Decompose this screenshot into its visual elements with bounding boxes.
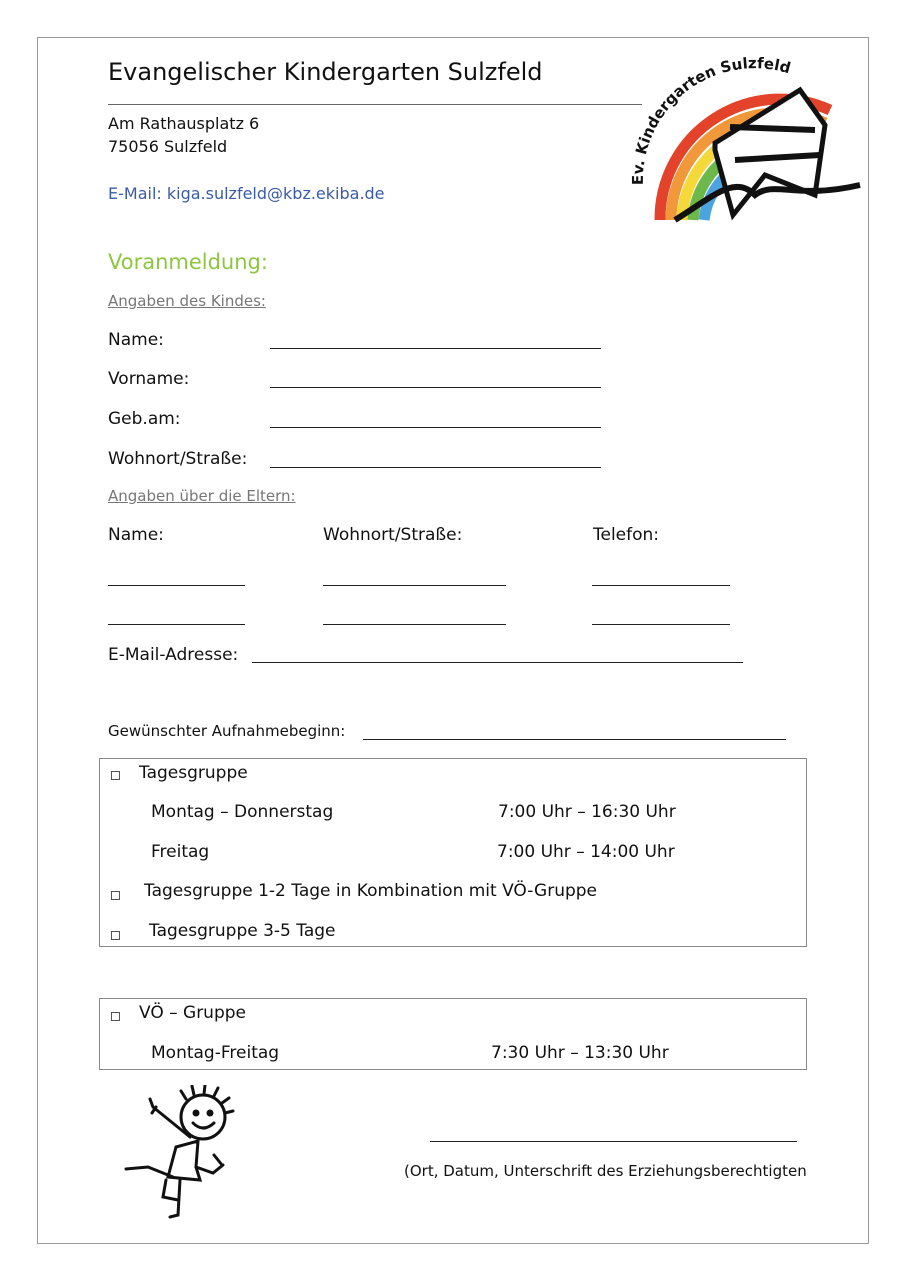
email-address-field[interactable] [252,662,743,663]
child-address-field[interactable] [270,467,601,468]
voe-label: VÖ – Gruppe [139,1003,246,1023]
voe-days: Montag-Freitag [151,1043,280,1063]
address-line2: 75056 Sulzfeld [108,137,228,156]
child-address-label: Wohnort/Straße: [108,449,248,469]
mo-do-time: 7:00 Uhr – 16:30 Uhr [498,802,676,822]
combo-label: Tagesgruppe 1-2 Tage in Kombination mit VÖ-Gruppe [144,881,598,901]
signature-field[interactable] [430,1141,797,1142]
tg35-checkbox[interactable] [111,931,120,940]
start-date-label: Gewünschter Aufnahmebeginn: [108,722,346,740]
parent1-name-field[interactable] [108,585,245,586]
child-birthdate-field[interactable] [270,427,601,428]
email-link[interactable]: E-Mail: kiga.sulzfeld@kbz.ekiba.de [108,184,385,203]
child-birthdate-label: Geb.am: [108,409,181,429]
parents-address-label: Wohnort/Straße: [323,525,463,545]
parent1-address-field[interactable] [323,585,506,586]
tg35-label: Tagesgruppe 3-5 Tage [149,921,336,941]
voe-time: 7:30 Uhr – 13:30 Uhr [491,1043,669,1063]
logo-text: Ev. Kindergarten Sulzfeld [628,55,793,186]
parent2-name-field[interactable] [108,624,245,625]
parents-name-label: Name: [108,525,164,545]
child-firstname-field[interactable] [270,387,601,388]
friday-time: 7:00 Uhr – 14:00 Uhr [497,842,675,862]
parents-phone-label: Telefon: [593,525,660,545]
page-title: Evangelischer Kindergarten Sulzfeld [108,58,543,86]
child-name-label: Name: [108,330,164,350]
tagesgruppe-checkbox[interactable] [111,771,120,780]
parent2-phone-field[interactable] [592,624,730,625]
form-heading: Voranmeldung: [108,250,268,274]
parents-section-title: Angaben über die Eltern: [108,487,296,505]
title-divider [108,104,642,105]
signature-caption: (Ort, Datum, Unterschrift des Erziehungsberechtigten [404,1162,807,1180]
parent2-address-field[interactable] [323,624,506,625]
child-firstname-label: Vorname: [108,369,190,389]
tagesgruppe-label: Tagesgruppe [139,763,248,783]
email-address-label: E-Mail-Adresse: [108,645,239,665]
parent1-phone-field[interactable] [592,585,730,586]
voe-checkbox[interactable] [111,1012,120,1021]
mo-do-label: Montag – Donnerstag [151,802,334,822]
combo-checkbox[interactable] [111,891,120,900]
kindergarten-logo [615,55,865,225]
child-section-title: Angaben des Kindes: [108,292,266,310]
start-date-field[interactable] [363,739,786,740]
address-line1: Am Rathausplatz 6 [108,114,260,133]
stick-figure-illustration [118,1085,243,1227]
child-name-field[interactable] [270,348,601,349]
friday-label: Freitag [151,842,210,862]
